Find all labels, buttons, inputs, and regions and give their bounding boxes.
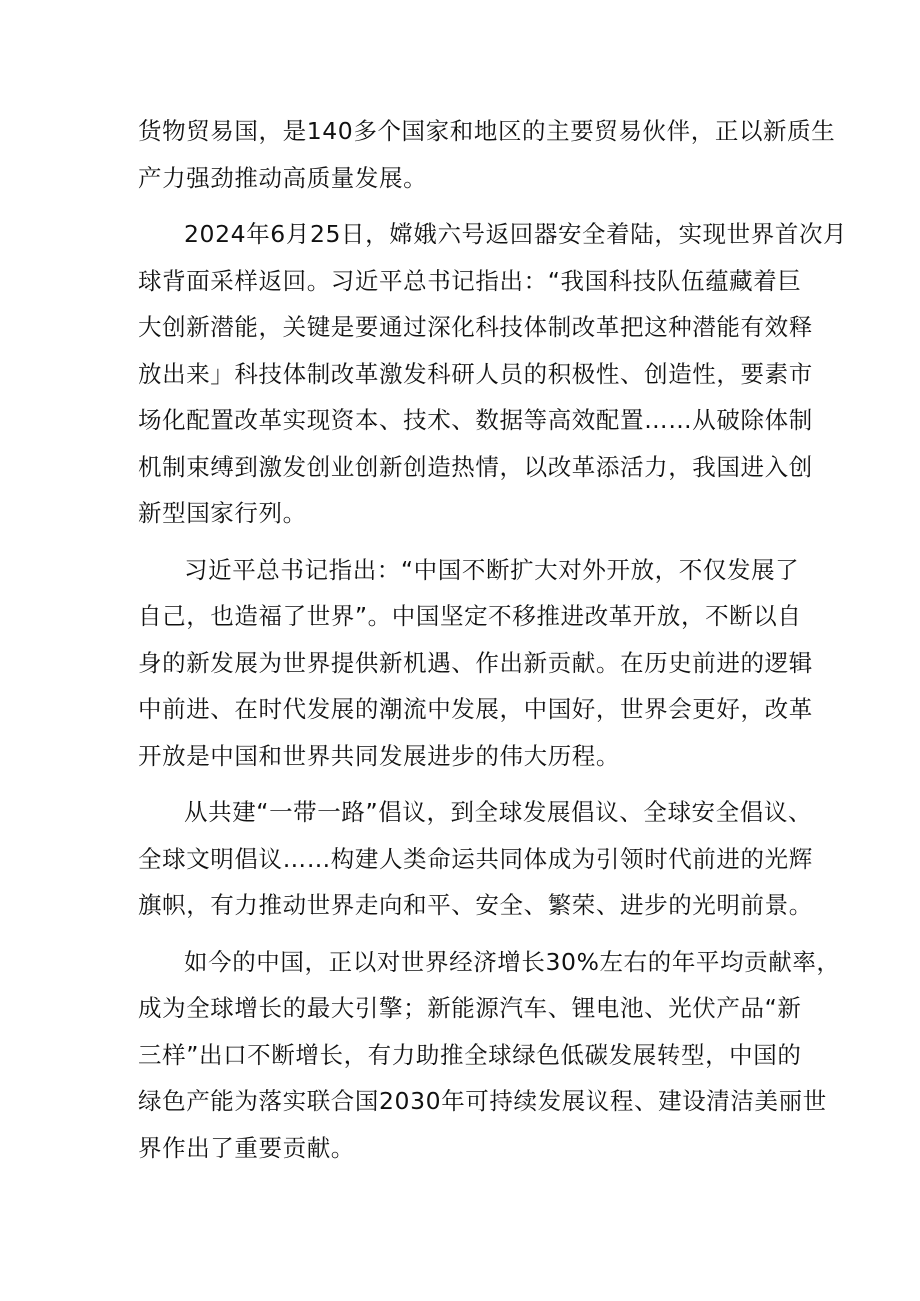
paragraph-4 — [138, 789, 813, 929]
paragraph-5 — [138, 939, 841, 1172]
paragraph-2 — [138, 211, 848, 537]
paragraph-line: 场化配置改革实现资本、技术、数据等高效配置……从破除体制 — [138, 406, 813, 434]
paragraph-line: 习近平总书记指出：“中国不断扩大对外开放，不仅发展了 — [184, 555, 800, 584]
paragraph-line: 界作出了重要贡献。 — [138, 1133, 355, 1162]
paragraph-line: 成为全球增长的最大引擎；新能源汽车、锂电池、光伏产品“新 — [138, 994, 802, 1022]
paragraph-line: 自己，也造福了世界”。中国坚定不移推进改革开放，不断以自 — [138, 602, 802, 630]
paragraph-line: 新型国家行列。 — [138, 499, 307, 527]
paragraph-line: 身的新发展为世界提供新机遇、作出新贡献。在历史前进的逻辑 — [138, 648, 813, 677]
paragraph-line: 绿色产能为落实联合国2030年可持续发展议程、建设清洁美丽世 — [138, 1087, 827, 1115]
paragraph-3 — [138, 547, 813, 780]
paragraph-line: 从共建“一带一路”倡议，到全球发展倡议、全球安全倡议、 — [184, 798, 813, 826]
paragraph-line: 中前进、在时代发展的潮流中发展，中国好，世界会更好，改革 — [138, 695, 813, 723]
paragraph-line: 球背面采样返回。习近平总书记指出：“我国科技队伍蕴藏着巨 — [138, 266, 802, 295]
paragraph-line: 旗帜，有力推动世界走向和平、安全、繁荣、进步的光明前景。 — [138, 891, 813, 919]
paragraph-line: 大创新潜能，关键是要通过深化科技体制改革把这种潜能有效释 — [138, 313, 813, 341]
document-body — [138, 108, 848, 1181]
paragraph-line: 货物贸易国，是140多个国家和地区的主要贸易伙伴，正以新质生 — [138, 117, 836, 145]
paragraph-line: 如今的中国，正以对世界经济增长30%左右的年平均贡献率， — [184, 947, 841, 976]
paragraph-line: 产力强劲推动高质量发展。 — [138, 163, 428, 192]
paragraph-line: 机制束缚到激发创业创新创造热情，以改革添活力，我国进入创 — [138, 452, 813, 481]
paragraph-line: 2024年6月25日，嫦娥六号返回器安全着陆，实现世界首次月 — [184, 220, 848, 248]
paragraph-line: 全球文明倡议……构建人类命运共同体成为引领时代前进的光辉 — [138, 844, 813, 873]
paragraph-1 — [138, 108, 836, 201]
paragraph-line: 开放是中国和世界共同发展进步的伟大历程。 — [138, 741, 620, 770]
paragraph-line: 放出来」科技体制改革激发科研人员的积极性、创造性，要素市 — [138, 359, 813, 388]
paragraph-line: 三样”出口不断增长，有力助推全球绿色低碳发展转型，中国的 — [138, 1040, 802, 1069]
